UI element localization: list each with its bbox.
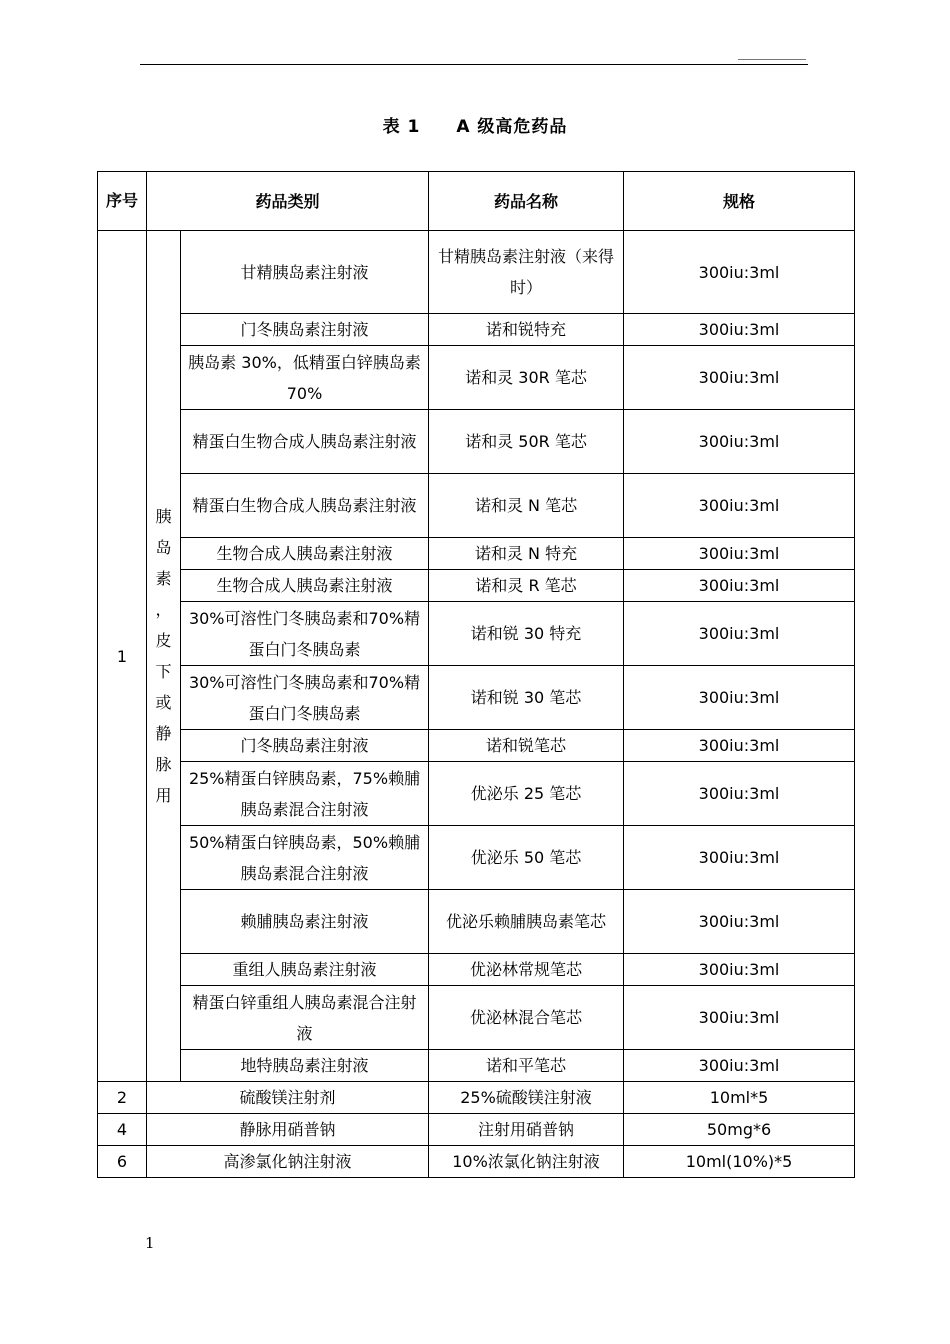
group-category-char: 用 bbox=[155, 786, 172, 805]
drug-category: 高渗氯化钠注射液 bbox=[147, 1146, 429, 1178]
drug-category: 50%精蛋白锌胰岛素，50%赖脯胰岛素混合注射液 bbox=[181, 826, 429, 890]
table-row bbox=[98, 1050, 855, 1082]
drug-spec: 50mg*6 bbox=[624, 1114, 855, 1146]
drug-category: 精蛋白生物合成人胰岛素注射液 bbox=[181, 410, 429, 474]
table-row bbox=[98, 762, 855, 826]
table-row bbox=[98, 346, 855, 410]
drug-category: 精蛋白锌重组人胰岛素混合注射液 bbox=[181, 986, 429, 1050]
col-header-seq: 序号 bbox=[98, 172, 147, 231]
drug-spec: 300iu:3ml bbox=[624, 570, 855, 602]
drug-name: 25%硫酸镁注射液 bbox=[429, 1082, 624, 1114]
col-header-name: 药品名称 bbox=[429, 172, 624, 231]
drug-name: 诺和灵 N 笔芯 bbox=[429, 474, 624, 538]
drug-category: 赖脯胰岛素注射液 bbox=[181, 890, 429, 954]
group-category-char: ， bbox=[155, 600, 172, 619]
drug-spec: 300iu:3ml bbox=[624, 538, 855, 570]
drug-category: 精蛋白生物合成人胰岛素注射液 bbox=[181, 474, 429, 538]
table-row bbox=[98, 1114, 855, 1146]
drug-category: 门冬胰岛素注射液 bbox=[181, 314, 429, 346]
row-seq: 1 bbox=[98, 231, 147, 1082]
high-risk-drug-table bbox=[97, 171, 855, 1178]
table-row bbox=[98, 602, 855, 666]
drug-category: 胰岛素 30%，低精蛋白锌胰岛素 70% bbox=[181, 346, 429, 410]
drug-spec: 300iu:3ml bbox=[624, 762, 855, 826]
table-row bbox=[98, 666, 855, 730]
drug-category: 硫酸镁注射剂 bbox=[147, 1082, 429, 1114]
drug-name: 诺和平笔芯 bbox=[429, 1050, 624, 1082]
table-row bbox=[98, 1146, 855, 1178]
drug-name: 优泌林混合笔芯 bbox=[429, 986, 624, 1050]
table-title bbox=[0, 112, 950, 137]
row-seq: 6 bbox=[98, 1146, 147, 1178]
table-row bbox=[98, 570, 855, 602]
drug-spec: 300iu:3ml bbox=[624, 986, 855, 1050]
drug-name: 诺和锐特充 bbox=[429, 314, 624, 346]
drug-spec: 300iu:3ml bbox=[624, 666, 855, 730]
drug-spec: 300iu:3ml bbox=[624, 602, 855, 666]
drug-name: 10%浓氯化钠注射液 bbox=[429, 1146, 624, 1178]
group-category-char: 胰 bbox=[155, 507, 172, 526]
drug-name: 诺和锐 30 笔芯 bbox=[429, 666, 624, 730]
page-number: 1 bbox=[145, 1234, 155, 1252]
row-seq: 2 bbox=[98, 1082, 147, 1114]
drug-spec: 300iu:3ml bbox=[624, 474, 855, 538]
drug-name: 诺和灵 R 笔芯 bbox=[429, 570, 624, 602]
group-category-char: 或 bbox=[155, 693, 172, 712]
drug-name: 甘精胰岛素注射液（来得时） bbox=[429, 231, 624, 314]
table-row bbox=[98, 474, 855, 538]
drug-name: 诺和锐 30 特充 bbox=[429, 602, 624, 666]
drug-category: 30%可溶性门冬胰岛素和70%精蛋白门冬胰岛素 bbox=[181, 666, 429, 730]
col-header-spec: 规格 bbox=[624, 172, 855, 231]
drug-name: 诺和灵 30R 笔芯 bbox=[429, 346, 624, 410]
row-seq: 4 bbox=[98, 1114, 147, 1146]
drug-spec: 10ml*5 bbox=[624, 1082, 855, 1114]
drug-spec: 300iu:3ml bbox=[624, 826, 855, 890]
table-row bbox=[98, 890, 855, 954]
table-title-label: 表 1 bbox=[382, 117, 421, 137]
table-row bbox=[98, 231, 855, 314]
drug-category: 生物合成人胰岛素注射液 bbox=[181, 570, 429, 602]
group-category-char: 静 bbox=[155, 724, 172, 743]
drug-category: 门冬胰岛素注射液 bbox=[181, 730, 429, 762]
table-row bbox=[98, 410, 855, 474]
group-category-char: 皮 bbox=[155, 631, 172, 650]
drug-name: 诺和灵 50R 笔芯 bbox=[429, 410, 624, 474]
table-row bbox=[98, 1082, 855, 1114]
drug-category: 地特胰岛素注射液 bbox=[181, 1050, 429, 1082]
group-category-vertical bbox=[147, 231, 181, 1082]
drug-name: 优泌乐 25 笔芯 bbox=[429, 762, 624, 826]
header-mark bbox=[738, 59, 806, 60]
header-row bbox=[98, 172, 855, 231]
drug-category: 25%精蛋白锌胰岛素，75%赖脯胰岛素混合注射液 bbox=[181, 762, 429, 826]
table-row bbox=[98, 314, 855, 346]
table-row bbox=[98, 954, 855, 986]
col-header-category: 药品类别 bbox=[147, 172, 429, 231]
drug-spec: 300iu:3ml bbox=[624, 1050, 855, 1082]
drug-category: 甘精胰岛素注射液 bbox=[181, 231, 429, 314]
drug-category: 重组人胰岛素注射液 bbox=[181, 954, 429, 986]
drug-category: 静脉用硝普钠 bbox=[147, 1114, 429, 1146]
table-row bbox=[98, 538, 855, 570]
drug-name: 优泌林常规笔芯 bbox=[429, 954, 624, 986]
drug-spec: 10ml(10%)*5 bbox=[624, 1146, 855, 1178]
group-category-char: 素 bbox=[155, 569, 172, 588]
group-category-char: 脉 bbox=[155, 755, 172, 774]
drug-spec: 300iu:3ml bbox=[624, 346, 855, 410]
group-category-char: 岛 bbox=[155, 538, 172, 557]
group-category-char: 下 bbox=[155, 662, 172, 681]
table-title-text: A 级高危药品 bbox=[456, 117, 568, 137]
drug-spec: 300iu:3ml bbox=[624, 730, 855, 762]
table-row bbox=[98, 986, 855, 1050]
drug-name: 诺和灵 N 特充 bbox=[429, 538, 624, 570]
drug-spec: 300iu:3ml bbox=[624, 314, 855, 346]
drug-spec: 300iu:3ml bbox=[624, 890, 855, 954]
drug-spec: 300iu:3ml bbox=[624, 954, 855, 986]
drug-name: 诺和锐笔芯 bbox=[429, 730, 624, 762]
drug-spec: 300iu:3ml bbox=[624, 410, 855, 474]
table-row bbox=[98, 730, 855, 762]
drug-name: 优泌乐赖脯胰岛素笔芯 bbox=[429, 890, 624, 954]
drug-category: 生物合成人胰岛素注射液 bbox=[181, 538, 429, 570]
header-rule bbox=[140, 64, 808, 65]
drug-name: 注射用硝普钠 bbox=[429, 1114, 624, 1146]
drug-name: 优泌乐 50 笔芯 bbox=[429, 826, 624, 890]
drug-category: 30%可溶性门冬胰岛素和70%精蛋白门冬胰岛素 bbox=[181, 602, 429, 666]
table-row bbox=[98, 826, 855, 890]
drug-spec: 300iu:3ml bbox=[624, 231, 855, 314]
